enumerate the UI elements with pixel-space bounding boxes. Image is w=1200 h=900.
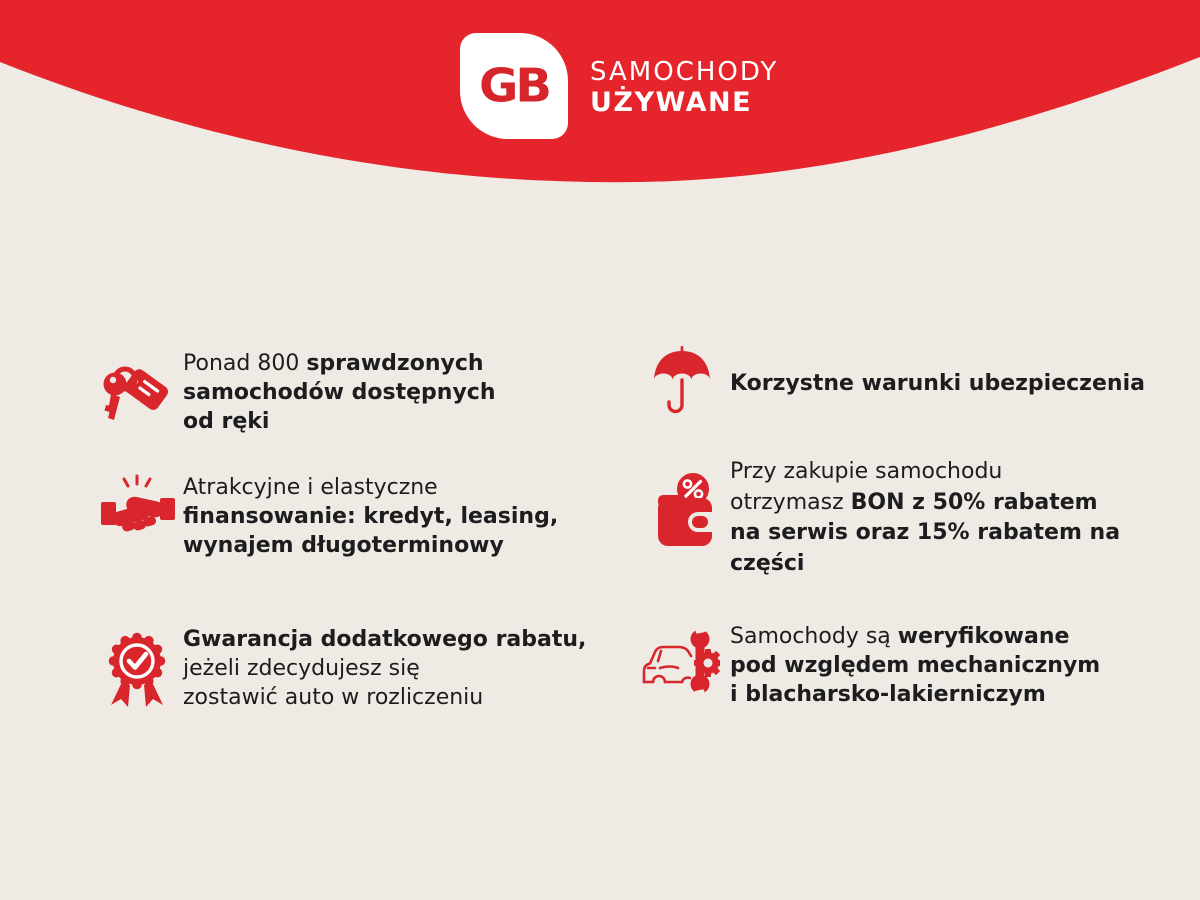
brand-title-line2: UŻYWANE [590,87,753,118]
feature-verification: Samochody są weryfikowane pod względem mechanicznym i blacharsko-lakierniczym [730,624,1101,707]
feature-financing: Atrakcyjne i elastyczne finansowanie: kredyt, leasing, wynajem długoterminowy [183,475,559,558]
car-service-icon [640,626,720,702]
handshake-icon [100,472,176,554]
logo-box [460,33,568,139]
feature-guarantee: Gwarancja dodatkowego rabatu, jeżeli zdecydujesz się zostawić auto w rozliczeniu [183,627,587,710]
badge-check-icon [100,628,174,724]
feature-insurance: Korzystne warunki ubezpieczenia [730,371,1145,396]
gb-logo: GB [479,59,549,113]
wallet-percent-icon [652,468,722,564]
key-tag-icon [98,354,178,434]
brand-title [590,57,778,118]
feature-available-cars: Ponad 800 sprawdzonych samochodów dostępnych od ręki [183,351,496,434]
brand-title-line1: SAMOCHODY [590,57,779,87]
feature-discount-bon: Przy zakupie samochodu otrzymasz BON z 50% rabatem na serwis oraz 15% rabatem na części [730,459,1121,576]
umbrella-icon [650,344,714,422]
